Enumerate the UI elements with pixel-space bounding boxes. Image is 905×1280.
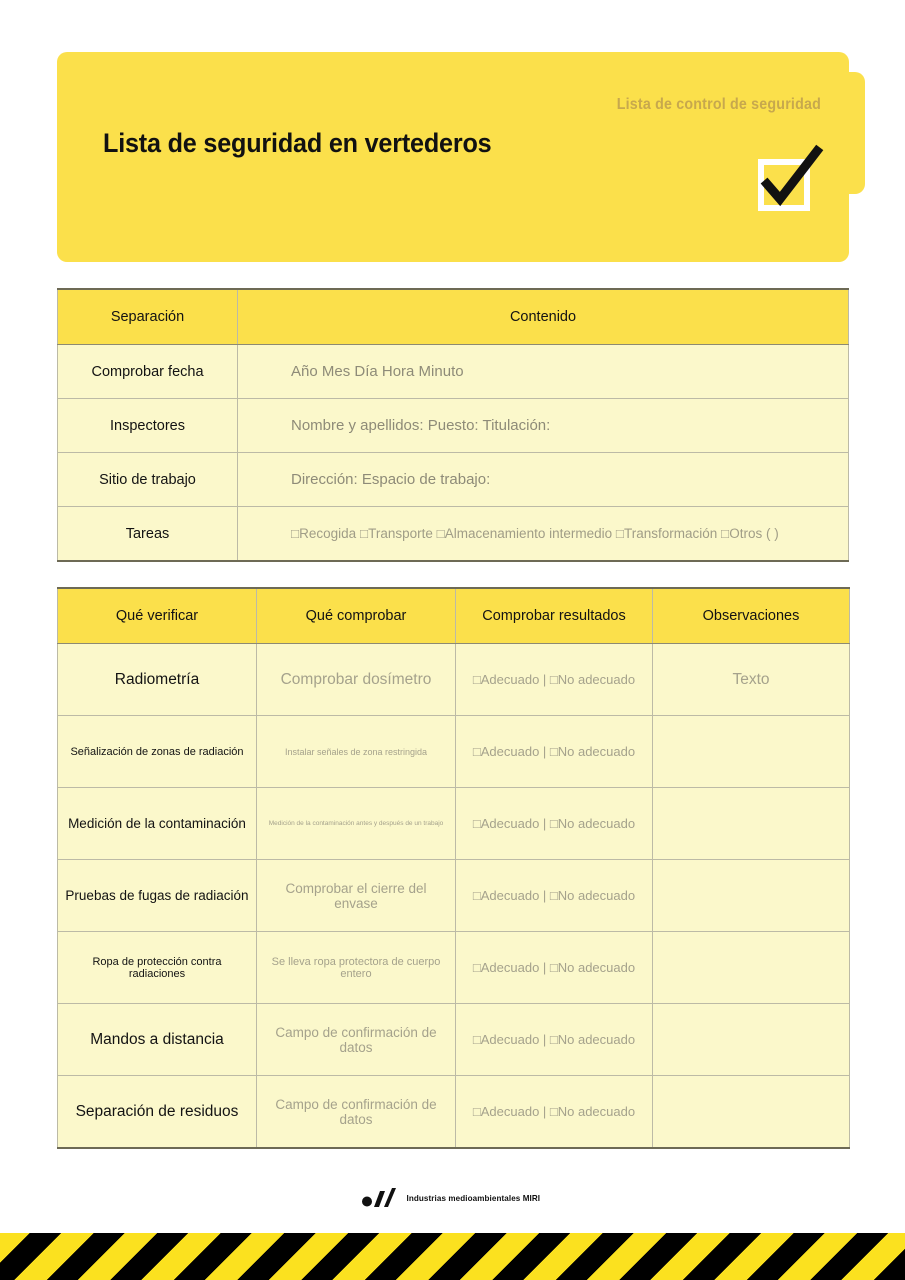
checklist-observaciones[interactable] — [653, 788, 850, 860]
checkmark-box-icon — [754, 151, 821, 218]
table-row — [58, 788, 850, 860]
info-col-separacion: Separación — [58, 289, 238, 345]
checklist-result-options[interactable]: □Adecuado | □No adecuado — [456, 644, 653, 716]
checklist-result-options[interactable]: □Adecuado | □No adecuado — [456, 1004, 653, 1076]
checklist-what: Comprobar el cierre del envase — [257, 860, 456, 932]
checklist-what: Medición de la contaminación antes y después de un trabajo — [257, 788, 456, 860]
header-panel — [57, 52, 849, 262]
checkmark-glyph — [754, 151, 821, 218]
checklist-item: Radiometría — [58, 644, 257, 716]
footer — [0, 1178, 905, 1218]
checklist-item: Separación de residuos — [58, 1076, 257, 1149]
miri-logo-icon — [362, 1188, 396, 1208]
info-table-header-row — [58, 289, 849, 345]
info-row-value[interactable]: Dirección: Espacio de trabajo: — [238, 453, 849, 507]
checklist-col-observaciones: Observaciones — [653, 588, 850, 644]
table-row — [58, 932, 850, 1004]
header-banner — [57, 52, 849, 262]
hazard-stripe — [0, 1233, 905, 1280]
table-row — [58, 453, 849, 507]
table-row — [58, 716, 850, 788]
info-table — [57, 288, 849, 562]
checklist-table — [57, 587, 850, 1149]
checklist-observaciones[interactable] — [653, 716, 850, 788]
checklist-col-que-verificar: Qué verificar — [58, 588, 257, 644]
checklist-what: Instalar señales de zona restringida — [257, 716, 456, 788]
checklist-result-options[interactable]: □Adecuado | □No adecuado — [456, 932, 653, 1004]
checklist-what: Campo de confirmación de datos — [257, 1076, 456, 1149]
table-row — [58, 644, 850, 716]
info-row-value[interactable]: □Recogida □Transporte □Almacenamiento intermedio □Transformación □Otros ( ) — [238, 507, 849, 562]
checklist-col-comprobar-resultados: Comprobar resultados — [456, 588, 653, 644]
info-row-value[interactable]: Año Mes Día Hora Minuto — [238, 345, 849, 399]
info-row-label: Tareas — [58, 507, 238, 562]
header-kicker: Lista de control de seguridad — [616, 96, 821, 113]
table-row — [58, 1076, 850, 1149]
checklist-what: Campo de confirmación de datos — [257, 1004, 456, 1076]
checklist-item: Ropa de protección contra radiaciones — [58, 932, 257, 1004]
checklist-result-options[interactable]: □Adecuado | □No adecuado — [456, 860, 653, 932]
table-row — [58, 860, 850, 932]
info-col-contenido: Contenido — [238, 289, 849, 345]
checklist-result-options[interactable]: □Adecuado | □No adecuado — [456, 716, 653, 788]
checklist-what: Se lleva ropa protectora de cuerpo entero — [257, 932, 456, 1004]
info-row-value[interactable]: Nombre y apellidos: Puesto: Titulación: — [238, 399, 849, 453]
info-row-label: Comprobar fecha — [58, 345, 238, 399]
table-row — [58, 399, 849, 453]
checklist-item: Mandos a distancia — [58, 1004, 257, 1076]
page-title: Lista de seguridad en vertederos — [103, 128, 492, 158]
table-row — [58, 1004, 850, 1076]
table-row — [58, 507, 849, 562]
checklist-header-row — [58, 588, 850, 644]
checklist-observaciones[interactable] — [653, 1076, 850, 1149]
checklist-result-options[interactable]: □Adecuado | □No adecuado — [456, 788, 653, 860]
company-name: Industrias medioambientales MIRI — [406, 1193, 540, 1203]
checklist-result-options[interactable]: □Adecuado | □No adecuado — [456, 1076, 653, 1149]
checklist-col-que-comprobar: Qué comprobar — [257, 588, 456, 644]
checklist-item: Pruebas de fugas de radiación — [58, 860, 257, 932]
checklist-observaciones[interactable] — [653, 860, 850, 932]
checklist-what: Comprobar dosímetro — [257, 644, 456, 716]
checklist-observaciones[interactable] — [653, 932, 850, 1004]
checklist-item: Señalización de zonas de radiación — [58, 716, 257, 788]
info-row-label: Sitio de trabajo — [58, 453, 238, 507]
table-row — [58, 345, 849, 399]
checklist-observaciones[interactable] — [653, 1004, 850, 1076]
info-row-label: Inspectores — [58, 399, 238, 453]
checklist-item: Medición de la contaminación — [58, 788, 257, 860]
checklist-observaciones[interactable]: Texto — [653, 644, 850, 716]
